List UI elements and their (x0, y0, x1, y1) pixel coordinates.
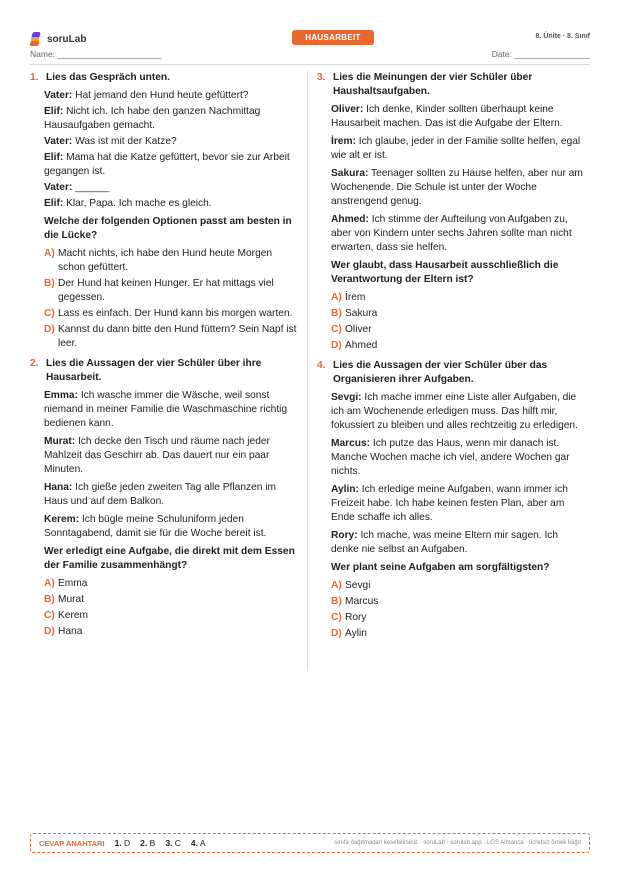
option-text: Oliver (345, 324, 372, 335)
answer-option-b[interactable] (331, 595, 587, 609)
statement-text: Ich decke den Tisch und räume nach jeder Mahlzeit das Geschirr ab. Das dauert nur ein paar Minuten. (44, 436, 270, 475)
answer-option-b[interactable] (44, 593, 300, 607)
answer-option-c[interactable] (44, 307, 300, 321)
question-prompt: Welche der folgenden Optionen passt am besten in die Lücke? (44, 216, 292, 241)
statement (331, 167, 587, 209)
speaker-name: Aylin: (331, 484, 359, 495)
option-letter: D) (331, 340, 342, 351)
answer-option-a[interactable] (331, 579, 587, 593)
worksheet-badge: HAUSARBEIT (292, 30, 374, 45)
answer-option-d[interactable] (331, 339, 587, 353)
logo-icon (30, 32, 42, 46)
column-divider (307, 71, 308, 671)
answer-option-d[interactable] (44, 625, 300, 639)
statement-text: Ich putze das Haus, wenn mir danach ist. Manche Wochen mache ich viel, andere Wochen gar nichts. (331, 438, 570, 477)
option-text: Kerem (58, 610, 89, 621)
statement (44, 513, 300, 541)
question-number: 1. (30, 72, 39, 83)
answer-option-b[interactable] (331, 307, 587, 321)
speaker-name: Rory: (331, 530, 358, 541)
question-number: 4. (317, 360, 326, 371)
answer-key-item (191, 838, 206, 848)
statement (44, 481, 300, 509)
option-text: Ahmed (345, 340, 378, 351)
unit-label: 8. Ünite · 8. Sınıf (535, 33, 590, 40)
logo-text: soruLab (47, 33, 87, 45)
question-4 (317, 359, 587, 641)
answer-letter: A (199, 838, 206, 848)
statement-text: Ich mache, was meine Eltern mir sagen. Ich denke nie selbst an Aufgaben. (331, 530, 559, 555)
dialogue-line (44, 135, 300, 149)
answer-option-a[interactable] (44, 577, 300, 591)
question-title: Lies die Aussagen der vier Schüler über ihre Hausarbeit. (46, 358, 262, 383)
statement-text: Ich bügle meine Schuluniform jeden Sonntagabend, damit sie für die Woche bereit ist. (44, 514, 267, 539)
speaker-name: Marcus: (331, 438, 371, 449)
statement (331, 213, 587, 255)
dialogue-line (44, 181, 300, 195)
option-text: Hana (58, 626, 83, 637)
option-text: Marcus (345, 596, 379, 607)
answer-option-c[interactable] (331, 611, 587, 625)
option-text: Aylin (345, 628, 367, 639)
option-text: Rory (345, 612, 367, 623)
speaker-name: Elif: (44, 152, 64, 163)
footer-note: sınıfa dağıtmadan kesebilirsiniz · soruLab · sorulab.app · LGS Almanca · ücretsiz örnek kâğıt (334, 840, 581, 846)
question-number: 3. (317, 72, 326, 83)
brand-logo (30, 32, 86, 46)
question-heading (30, 357, 300, 385)
answer-option-c[interactable] (331, 323, 587, 337)
option-letter: A) (44, 248, 55, 259)
option-letter: C) (44, 610, 55, 621)
statement (331, 483, 587, 525)
answer-key-item (165, 838, 181, 848)
statement-text: Ich denke, Kinder sollten überhaupt keine Hausarbeit machen. Das ist die Aufgabe der Eltern. (331, 104, 563, 129)
statement (44, 389, 300, 431)
dialogue-text: Nicht ich. Ich habe den ganzen Nachmittag Hausaufgaben gemacht. (44, 106, 261, 131)
question-number: 2. (30, 358, 39, 369)
question-title: Lies die Meinungen der vier Schüler über Haushaltsaufgaben. (333, 72, 533, 97)
option-text: Emma (58, 578, 88, 589)
option-text: İrem (345, 292, 366, 303)
statement (331, 135, 587, 163)
page-header (30, 30, 590, 64)
option-letter: C) (331, 612, 342, 623)
left-column (30, 71, 300, 645)
speaker-name: Vater: (44, 90, 73, 101)
dialogue-line (44, 105, 300, 133)
question-heading (317, 71, 587, 99)
date-field-label: Date: ________________ (491, 49, 590, 59)
option-letter: D) (331, 628, 342, 639)
answer-letter: D (124, 838, 131, 848)
question-1 (30, 71, 300, 351)
option-letter: C) (331, 324, 342, 335)
question-prompt: Wer plant seine Aufgaben am sorgfältigsten? (331, 562, 550, 573)
answer-key-strip (30, 833, 590, 853)
speaker-name: Sevgi: (331, 392, 362, 403)
answer-number: 4. (190, 838, 199, 848)
question-title: Lies die Aussagen der vier Schüler über das Organisieren ihrer Aufgaben. (333, 360, 548, 385)
name-field-label: Name: ______________________ (30, 49, 162, 59)
dialogue-text: Klar, Papa. Ich mache es gleich. (63, 198, 212, 209)
speaker-name: Vater: (44, 182, 73, 193)
question-prompt: Wer erledigt eine Aufgabe, die direkt mit dem Essen der Familie zusammenhängt? (44, 546, 295, 571)
speaker-name: Vater: (44, 136, 73, 147)
dialogue-text: Mama hat die Katze gefüttert, bevor sie zur Arbeit gegangen ist. (44, 152, 290, 177)
option-text: Kannst du dann bitte den Hund füttern? Sein Napf ist leer. (58, 324, 297, 349)
speaker-name: Hana: (44, 482, 73, 493)
header-divider (30, 64, 590, 65)
option-text: Sakura (345, 308, 378, 319)
answer-letter: B (149, 838, 156, 848)
statement-text: Ich glaube, jeder in der Familie sollte helfen, egal wie alt er ist. (331, 136, 581, 161)
speaker-name: İrem: (331, 136, 356, 147)
statement-text: Ich wasche immer die Wäsche, weil sonst niemand in meiner Familie die Waschmaschine richtig bedienen kann. (44, 390, 288, 429)
answer-number: 2. (140, 838, 148, 848)
option-letter: C) (44, 308, 55, 319)
statement-text: Ich stimme der Aufteilung von Aufgaben zu, aber von Kindern unter sechs Jahren sollte man nicht erwarten, dass sie helfen. (331, 214, 572, 253)
answer-letter: C (174, 838, 181, 848)
option-text: Sevgi (345, 580, 371, 591)
answer-option-b[interactable] (44, 277, 300, 305)
speaker-name: Elif: (44, 198, 64, 209)
answer-option-c[interactable] (44, 609, 300, 623)
answer-option-d[interactable] (331, 627, 587, 641)
option-text: Macht nichts, ich habe den Hund heute Morgen schon gefüttert. (58, 248, 273, 273)
statement (44, 435, 300, 477)
answer-option-a[interactable] (331, 291, 587, 305)
option-letter: B) (331, 308, 342, 319)
dialogue-text: Was ist mit der Katze? (72, 136, 177, 147)
answer-key-item (140, 838, 155, 848)
statement (331, 437, 587, 479)
question-heading (317, 359, 587, 387)
statement-text: Ich mache immer eine Liste aller Aufgaben, die ich am Wochenende erledigen muss. Das hilft mir, fokussiert zu bleiben und alles rechtzeitig zu erledigen. (331, 392, 578, 431)
statement (331, 103, 587, 131)
speaker-name: Murat: (44, 436, 76, 447)
speaker-name: Sakura: (331, 168, 369, 179)
answer-option-a[interactable] (44, 247, 300, 275)
speaker-name: Ahmed: (331, 214, 369, 225)
statement (331, 529, 587, 557)
dialogue-line (44, 197, 300, 211)
option-letter: D) (44, 324, 55, 335)
statement-text: Teenager sollten zu Hause helfen, aber nur am Wochenende. Die Schule ist unter der Woche anstrengend genug. (331, 168, 583, 207)
option-letter: A) (331, 292, 342, 303)
option-letter: B) (44, 594, 55, 605)
answer-number: 1. (114, 838, 122, 848)
option-letter: D) (44, 626, 55, 637)
speaker-name: Kerem: (44, 514, 80, 525)
option-letter: B) (331, 596, 342, 607)
dialogue-text: ______ (72, 182, 110, 193)
option-text: Der Hund hat keinen Hunger. Er hat mittags viel gegessen. (58, 278, 274, 303)
dialogue-text: Hat jemand den Hund heute gefüttert? (72, 90, 249, 101)
option-text: Lass es einfach. Der Hund kann bis morgen warten. (58, 308, 293, 319)
question-heading (30, 71, 300, 85)
speaker-name: Elif: (44, 106, 64, 117)
option-letter: A) (331, 580, 342, 591)
question-3 (317, 71, 587, 353)
question-2 (30, 357, 300, 639)
right-column (317, 71, 587, 647)
statement (331, 391, 587, 433)
speaker-name: Oliver: (331, 104, 364, 115)
option-letter: B) (44, 278, 55, 289)
question-title: Lies das Gespräch unten. (46, 72, 170, 83)
question-prompt: Wer glaubt, dass Hausarbeit ausschließlich die Verantwortung der Eltern ist? (331, 260, 559, 285)
dialogue-line (44, 89, 300, 103)
answer-key-title: CEVAP ANAHTARI (39, 838, 105, 848)
option-text: Murat (58, 594, 85, 605)
statement-text: Ich erledige meine Aufgaben, wann immer ich Freizeit habe. Ich habe keinen festen Plan, aber am Ende schaffe ich alles. (331, 484, 568, 523)
statement-text: Ich gieße jeden zweiten Tag alle Pflanzen im Haus und auf dem Balkon. (44, 482, 276, 507)
answer-key-item (115, 838, 131, 848)
speaker-name: Emma: (44, 390, 78, 401)
answer-number: 3. (165, 838, 173, 848)
option-letter: A) (44, 578, 55, 589)
dialogue-line (44, 151, 300, 179)
answer-option-d[interactable] (44, 323, 300, 351)
